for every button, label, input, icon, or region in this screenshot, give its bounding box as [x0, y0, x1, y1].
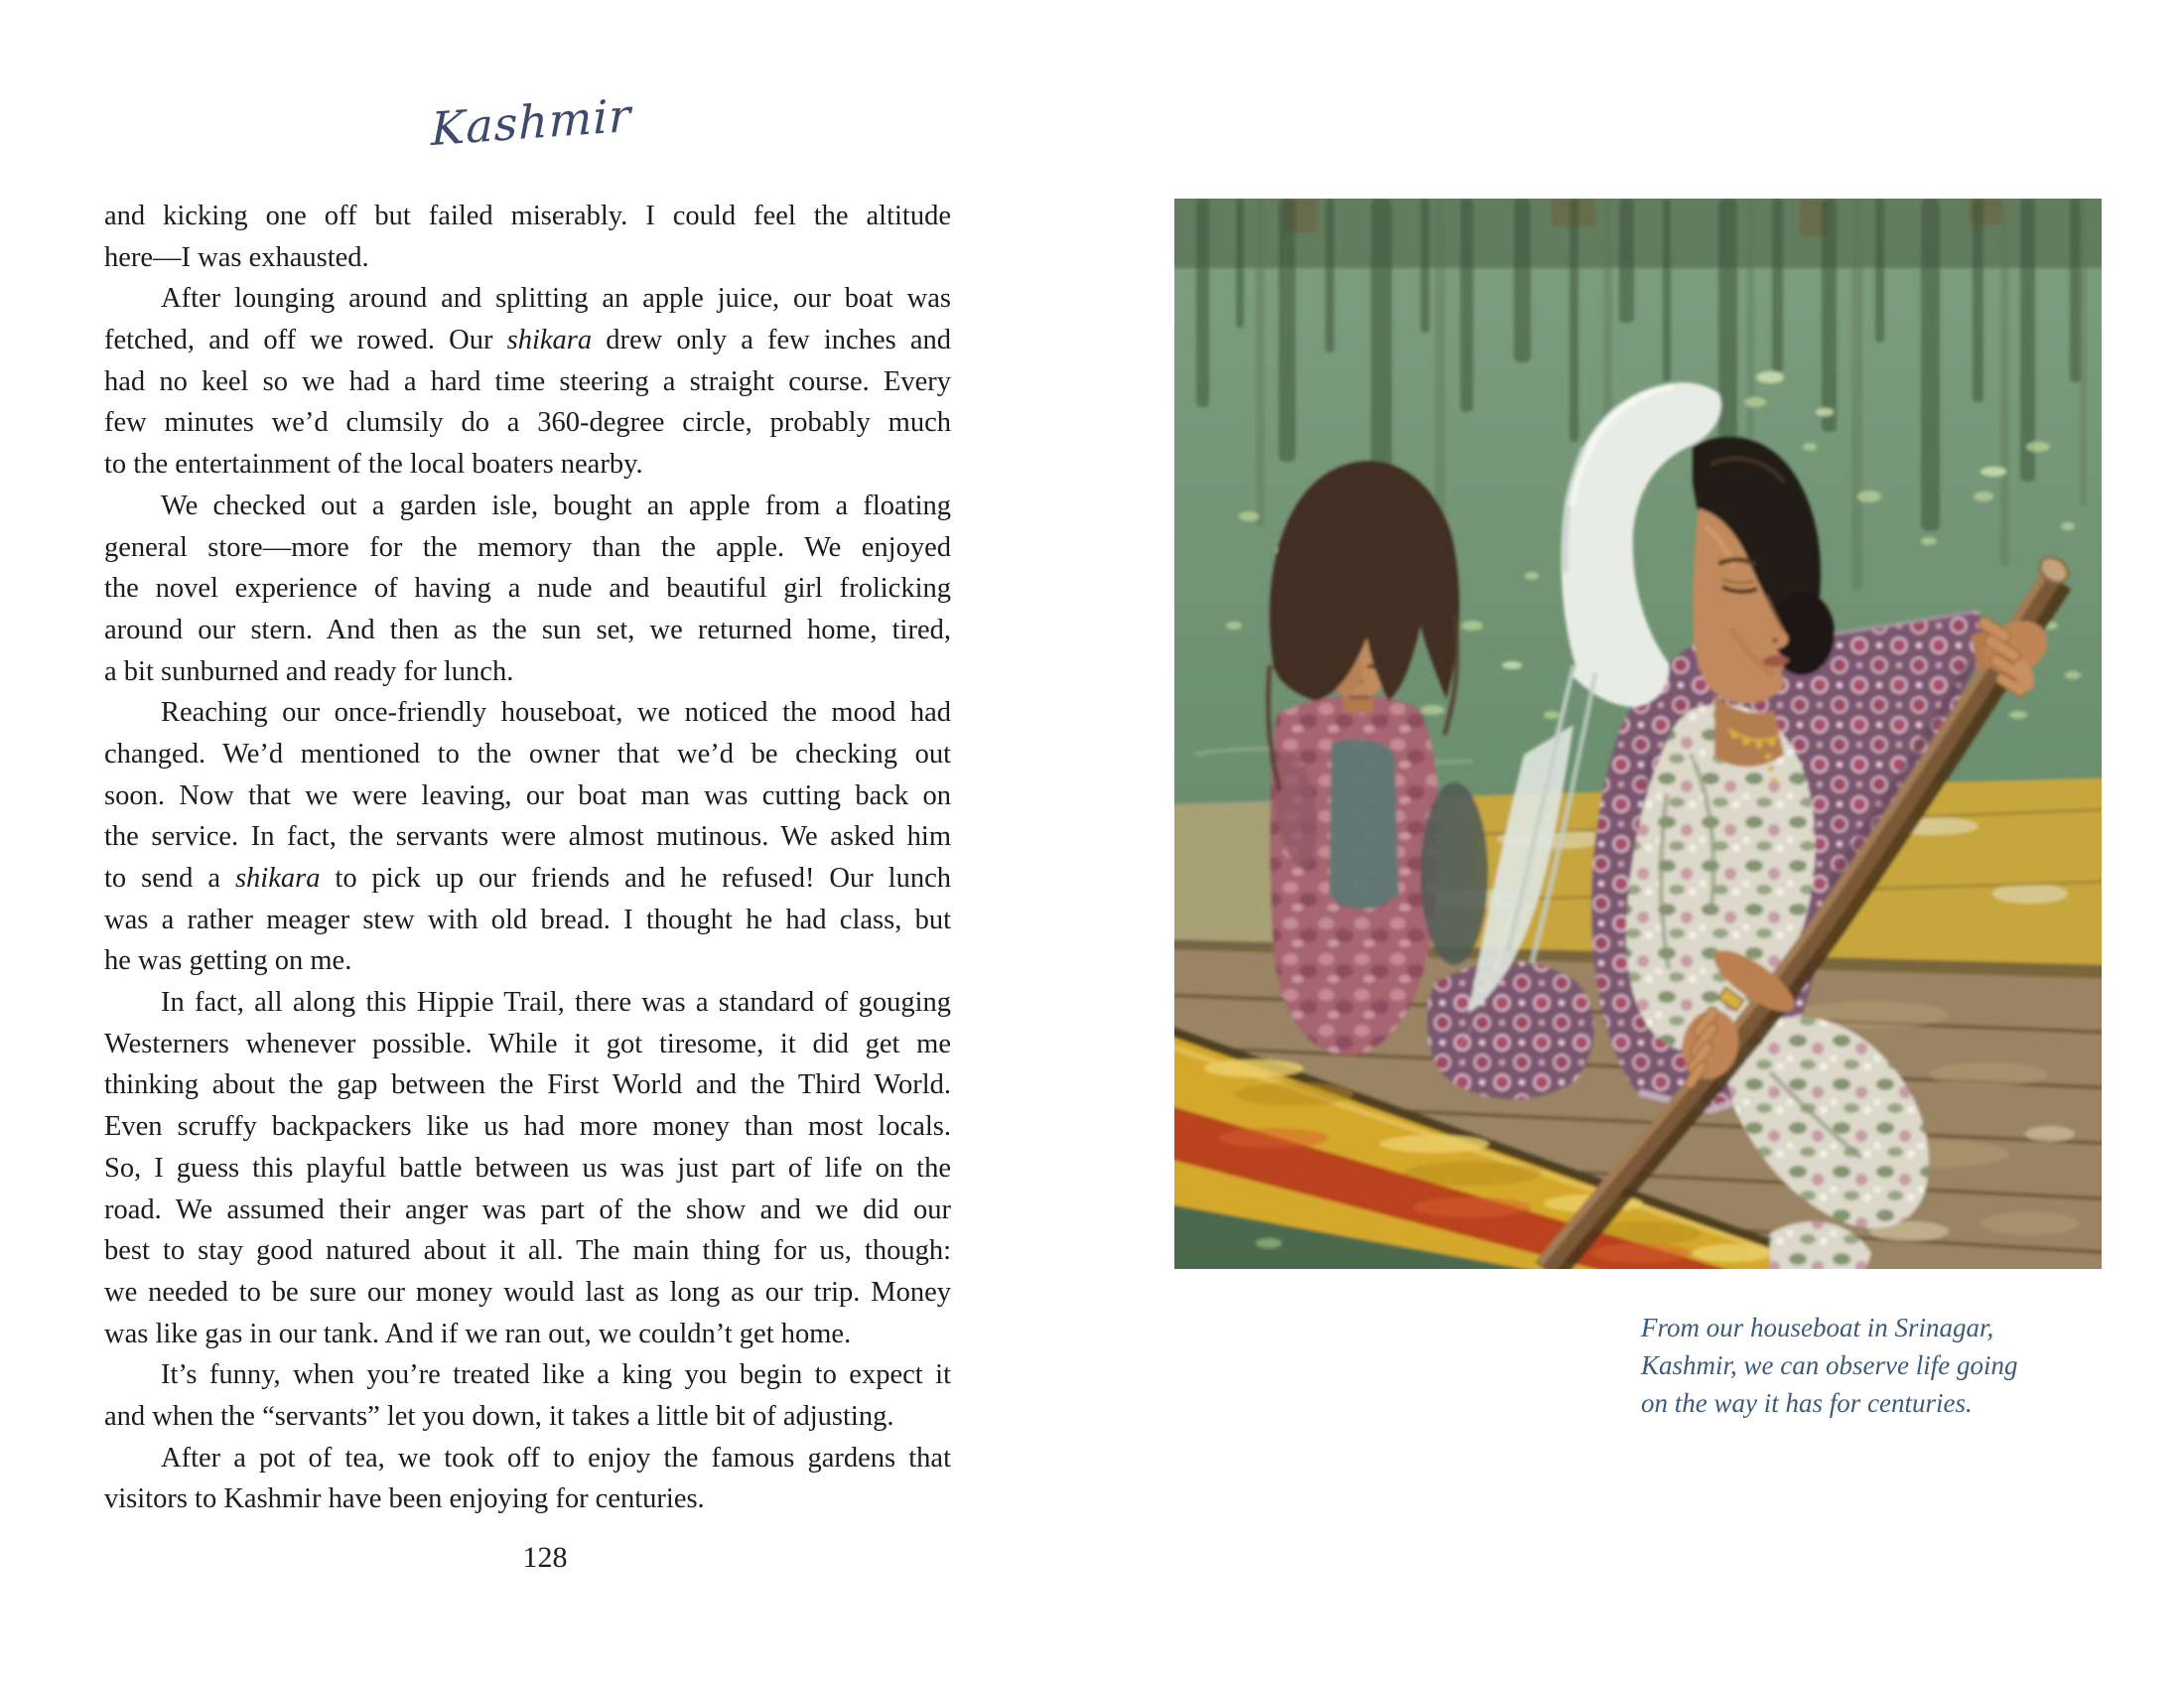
body-text-line: the service. In fact, the servants were almost mutinous. We asked him — [104, 821, 951, 853]
photo-illustration — [1174, 199, 2102, 1269]
photo-caption-line: Kashmir, we can observe life going — [1641, 1350, 2018, 1380]
body-text-line: In fact, all along this Hippie Trail, there was a standard of gouging — [161, 987, 951, 1019]
body-text-line: After a pot of tea, we took off to enjoy the famous gardens that — [161, 1442, 951, 1474]
body-text-line: We checked out a garden isle, bought an apple from a floating — [161, 490, 951, 521]
body-text-line: the novel experience of having a nude and beautiful girl frolicking — [104, 573, 951, 605]
body-text-line: was like gas in our tank. And if we ran out, we couldn’t get home. — [104, 1318, 852, 1349]
body-text-line: and kicking one off but failed miserably. I could feel the altitude — [104, 201, 951, 231]
body-text-line: thinking about the gap between the First World and the Third World. — [104, 1069, 951, 1101]
body-text-line: road. We assumed their anger was part of the show and we did our — [104, 1194, 951, 1225]
body-text-line: Even scruffy backpackers like us had more money than most locals. — [104, 1111, 951, 1143]
body-text-line: After lounging around and splitting an apple juice, our boat was — [161, 283, 951, 315]
body-text-line: around our stern. And then as the sun set, we returned home, tired, — [104, 614, 951, 645]
body-text-line: here—I was exhausted. — [104, 241, 369, 273]
body-text — [104, 196, 951, 1520]
body-text-line: visitors to Kashmir have been enjoying for centuries. — [104, 1483, 705, 1515]
body-text-line: a bit sunburned and ready for lunch. — [104, 655, 514, 687]
body-text-line: was a rather meager stew with old bread. I thought he had class, but — [104, 904, 951, 935]
body-text-line: to send a shikara to pick up our friends and he refused! Our lunch — [104, 863, 951, 894]
photo-caption-line: on the way it has for centuries. — [1641, 1388, 1973, 1418]
body-text-line: to the entertainment of the local boaters nearby. — [104, 449, 643, 481]
photo-boat-scene — [1174, 199, 2102, 1269]
body-text-line: he was getting on me. — [104, 945, 352, 977]
body-text-line: best to stay good natured about it all. The main thing for us, though: — [104, 1235, 951, 1267]
body-text-line: soon. Now that we were leaving, our boat man was cutting back on — [104, 779, 951, 811]
body-text-line: had no keel so we had a hard time steering a straight course. Every — [104, 365, 951, 397]
body-text-line: Westerners whenever possible. While it got tiresome, it did get me — [104, 1028, 951, 1059]
body-text-line: It’s funny, when you’re treated like a king you begin to expect it — [161, 1359, 951, 1391]
body-text-line: Reaching our once-friendly houseboat, we noticed the mood had — [161, 697, 951, 729]
photo-caption-line: From our houseboat in Srinagar, — [1641, 1313, 1994, 1342]
photo-caption — [1641, 1309, 2088, 1422]
body-text-line: general store—more for the memory than the apple. We enjoyed — [104, 531, 951, 563]
chapter-header: Kashmir — [431, 87, 631, 157]
body-text-line: and when the “servants” let you down, it takes a little bit of adjusting. — [104, 1400, 894, 1432]
body-text-line: So, I guess this playful battle between us was just part of life on the — [104, 1152, 951, 1184]
page-number: 128 — [522, 1541, 568, 1574]
body-text-line: changed. We’d mentioned to the owner that we’d be checking out — [104, 738, 951, 770]
body-text-line: few minutes we’d clumsily do a 360-degree circle, probably much — [104, 407, 951, 439]
body-text-line: fetched, and off we rowed. Our shikara drew only a few inches and — [104, 325, 951, 356]
body-text-line: we needed to be sure our money would last as long as our trip. Money — [104, 1276, 951, 1308]
